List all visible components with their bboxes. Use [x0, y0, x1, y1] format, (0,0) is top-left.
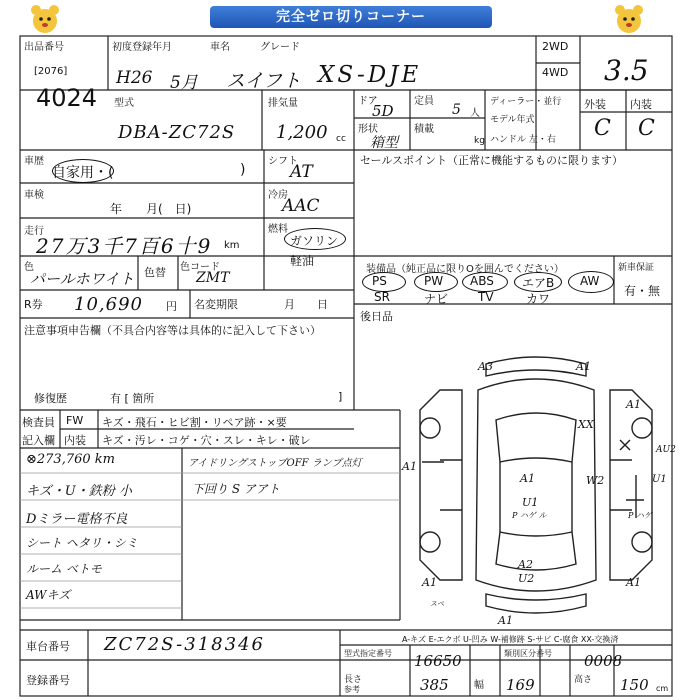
equipment-aw: AW: [580, 274, 600, 288]
name-change-label: 名変期限: [194, 298, 238, 311]
fuel-value: ガソリン: [290, 234, 339, 248]
remark-line: AWキズ: [26, 588, 71, 602]
category-label: 類別区分番号: [504, 649, 552, 658]
repair-label: 修復歴: [34, 392, 67, 405]
ac-label: 冷房: [268, 190, 288, 201]
exterior-label: 外装: [584, 98, 606, 111]
damage-label: A3: [478, 360, 493, 373]
mileage-value: 27万3千7百6十9: [36, 234, 213, 258]
r-label: R券: [24, 298, 43, 311]
capacity-label: 定員: [414, 96, 434, 107]
remark-line: ⊗273,760 km: [26, 452, 115, 467]
color-change-label: 色替: [144, 266, 166, 279]
color-label: 色: [24, 262, 34, 273]
remark-right-line: アイドリングストップOFF ランプ点灯: [188, 458, 362, 469]
lot-sub: [2076]: [34, 66, 68, 77]
color-code-label: 色コード: [180, 262, 220, 273]
capacity-unit: 人: [470, 108, 480, 119]
repair-close: ]: [338, 390, 343, 403]
car-damage-diagram: [400, 350, 676, 628]
width-value: 169: [506, 676, 535, 694]
shape-label: 形状: [358, 124, 378, 135]
remark-line: ルーム ベトモ: [26, 562, 102, 576]
use-close: ): [240, 162, 246, 178]
width-label: 幅: [474, 680, 484, 691]
damage-label: XX: [578, 418, 594, 431]
equipment-pw: PW: [424, 274, 444, 288]
registration-label: 登録番号: [26, 674, 70, 687]
damage-label: A1: [576, 360, 591, 373]
year-value: H26: [116, 68, 153, 88]
remark-right-line: 下回り S アアト: [192, 482, 280, 496]
reg-date-label: 初度登録年月: [112, 42, 172, 53]
color-value: パールホワイト: [30, 270, 135, 288]
month-value: 5月: [170, 73, 198, 93]
repair-value: 有 [ 箇所: [110, 392, 155, 405]
equipment-sr: SR: [374, 290, 390, 304]
equipment-airbag-circle: [514, 272, 562, 292]
exterior-value: C: [594, 116, 611, 141]
equipment-pw-circle: [414, 272, 458, 292]
inspection-fields: 年 月( 日): [110, 202, 192, 216]
fuel-label: 燃料: [268, 224, 288, 235]
use-circle: [52, 159, 114, 183]
damage-label: U2: [518, 572, 535, 585]
score: 3.5: [604, 54, 649, 87]
damage-label: U1: [652, 474, 667, 485]
new-car-warranty-label: 新車保証: [618, 263, 655, 273]
use-label: 車歴: [24, 156, 44, 167]
chassis-label: 車台番号: [26, 640, 70, 653]
damage-label: A1: [422, 576, 437, 589]
color-code-value: ZMT: [196, 270, 230, 286]
lot-number: 4024: [36, 84, 98, 112]
type-number-value: 16650: [414, 652, 462, 670]
damage-label: AU2: [656, 445, 676, 455]
new-car-warranty-value: 有・無: [624, 284, 661, 298]
later-items-label: 後日品: [360, 310, 393, 323]
load-label: 積載: [414, 124, 434, 135]
equipment-tv: TV: [478, 290, 494, 304]
cm-unit: cm: [656, 684, 669, 693]
equipment-abs-circle: [462, 272, 508, 292]
height-value: 150: [620, 676, 649, 694]
equipment-ps-circle: [362, 272, 406, 292]
height-label: 高さ: [574, 675, 593, 685]
model-value: DBA-ZC72S: [118, 122, 236, 143]
use-value: 自家用・(: [52, 165, 114, 181]
door-value: 5D: [372, 102, 394, 120]
damage-legend: A-キズ E-エクボ U-凹み W-補修跡 S-サビ C-腐食 XX-交換済: [402, 635, 619, 644]
load-unit: kg: [474, 136, 485, 146]
damage-label: P ハゲ ル: [512, 511, 547, 520]
damage-label: スペ: [430, 600, 444, 608]
damage-label: A1: [626, 576, 641, 589]
name-change-fields: 月 日: [284, 298, 328, 311]
category-value: 0008: [584, 652, 623, 670]
damage-label: A1: [402, 460, 417, 473]
remark-line: Dミラー電格不良: [26, 512, 128, 527]
door-label: ドア: [358, 96, 378, 107]
lot-label: 出品番号: [24, 42, 64, 53]
damage-label: A1: [520, 472, 535, 485]
fuel-circle: [284, 228, 346, 250]
type-number-label: 型式指定番号: [344, 649, 392, 658]
equipment-ps: PS: [372, 274, 387, 288]
remark-line: キズ・U・鉄粉 小: [26, 484, 132, 499]
length-value: 385: [420, 676, 449, 694]
equipment-abs: ABS: [470, 274, 494, 288]
shape-value: 箱型: [370, 135, 398, 151]
drive-4wd: 4WD: [542, 66, 569, 79]
interior-box: 内装: [64, 434, 86, 447]
inspector-label: 検査員: [22, 416, 55, 429]
inspection-label: 車検: [24, 190, 44, 201]
length-label: 長さ: [344, 675, 363, 685]
equipment-leather: カワ: [526, 292, 551, 306]
ac-value: AAC: [282, 196, 320, 216]
damage-label: A1: [498, 614, 513, 627]
model-label: 型式: [114, 98, 134, 109]
equipment-navi: ナビ: [424, 292, 449, 306]
sales-point-label: セールスポイント（正常に機能するものに限ります）: [360, 154, 624, 167]
model-year-label: モデル年式: [490, 115, 535, 125]
drive-2wd: 2WD: [542, 40, 569, 53]
grade-label: グレード: [260, 42, 300, 53]
equipment-aw-circle: [568, 271, 614, 293]
r-value: 10,690: [74, 294, 143, 315]
shift-value: AT: [290, 162, 313, 182]
capacity-value: 5: [452, 102, 461, 118]
inspector-row2-text: キズ・汚レ・コゲ・穴・スレ・キレ・破レ: [102, 434, 311, 447]
car-name-value: スイフト: [226, 70, 302, 92]
interior-label: 内装: [630, 98, 652, 111]
cc-unit: cc: [336, 134, 346, 144]
car-name-label: 車名: [210, 42, 230, 53]
yen-unit: 円: [166, 300, 177, 313]
banner-title: 完全ゼロ切りコーナー: [210, 6, 492, 28]
dealer-label: ディーラー・並行: [490, 97, 562, 107]
entry-label: 記入欄: [22, 434, 55, 447]
interior-value: C: [638, 116, 655, 141]
damage-label: A2: [518, 558, 533, 571]
equipment-label: 装備品（純正品に限りOを囲んでください）: [366, 264, 564, 275]
mileage-label: 走行: [24, 226, 44, 237]
displacement-label: 排気量: [268, 98, 298, 109]
chassis-value: ZC72S-318346: [104, 634, 265, 655]
shift-label: シフト: [268, 156, 298, 167]
handle-label: ハンドル 左・右: [490, 135, 556, 145]
equipment-airbag: エアB: [522, 276, 555, 290]
notes-label: 注意事項申告欄（不具合内容等は具体的に記入して下さい）: [24, 324, 321, 337]
displacement-value: 1,200: [276, 122, 328, 143]
grade-value: XS-DJE: [318, 62, 422, 88]
remark-line: シート ヘタリ・シミ: [26, 536, 138, 550]
length-ref: 参考: [344, 685, 360, 694]
inspector-row1-text: キズ・飛石・ヒビ割・リペア跡・×要: [102, 416, 287, 429]
fw-box: FW: [66, 414, 84, 427]
mileage-unit: km: [224, 240, 240, 251]
damage-label: W2: [586, 474, 605, 487]
damage-label: U1: [522, 496, 539, 509]
damage-label: A1: [626, 398, 641, 411]
fuel-alt: 軽油: [290, 254, 315, 268]
damage-label: P ハゲ: [628, 511, 652, 520]
